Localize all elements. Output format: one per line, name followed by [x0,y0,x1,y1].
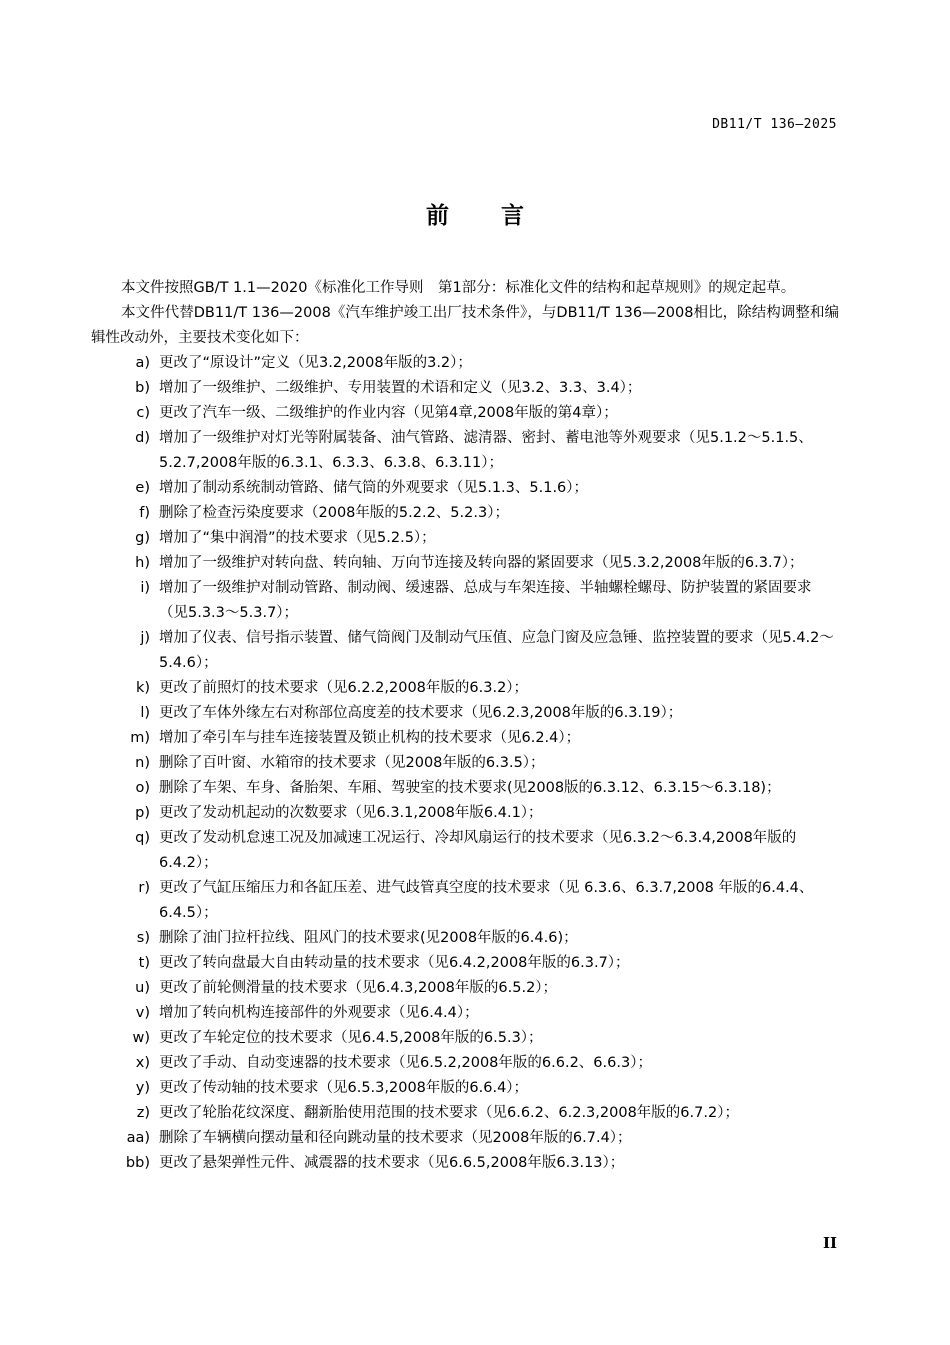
list-item [91,526,839,551]
list-item [91,1001,839,1026]
list-item [91,1101,839,1126]
list-item-text: 更改了车体外缘左右对称部位高度差的技术要求（见6.2.3,2008年版的6.3.19）； [159,705,683,721]
change-list [91,351,839,1176]
list-item-label: v) [135,1005,150,1021]
list-item-label: b) [135,380,150,396]
list-item-label: l) [140,705,150,721]
list-item [91,1076,839,1101]
list-item-text: 删除了车架、车身、备胎架、车厢、驾驶室的技术要求(见2008版的6.3.12、6.3.15～6.3.18)； [159,780,781,796]
list-item [91,926,839,951]
list-item-label: y) [135,1080,150,1096]
list-item-label: q) [135,830,150,846]
list-item-label: a) [135,355,150,371]
list-item-label: n) [135,755,150,771]
list-item [91,676,839,701]
list-item-label: z) [136,1105,150,1121]
list-item [91,701,839,726]
list-item-text: 更改了“原设计”定义（见3.2,2008年版的3.2）； [159,355,472,371]
list-item-text: 增加了一级维护对制动管路、制动阀、缓速器、总成与车架连接、半轴螺栓螺母、防护装置的紧固要求（见5.3.3～5.3.7）； [159,580,812,621]
list-item [91,826,839,876]
list-item [91,426,839,476]
list-item-text: 更改了前照灯的技术要求（见6.2.2,2008年版的6.3.2）； [159,680,529,696]
list-item-label: k) [135,680,150,696]
list-item-text: 更改了车轮定位的技术要求（见6.4.5,2008年版的6.5.3）； [159,1030,543,1046]
list-item-label: x) [135,1055,150,1071]
list-item-text: 增加了制动系统制动管路、储气筒的外观要求（见5.1.3、5.1.6）； [159,480,589,496]
list-item-text: 更改了气缸压缩压力和各缸压差、进气歧管真空度的技术要求（见 6.3.6、6.3.7,2008 年版的6.4.4、6.4.5）； [159,880,814,921]
list-item [91,976,839,1001]
list-item-label: t) [138,955,150,971]
list-item-text: 增加了转向机构连接部件的外观要求（见6.4.4）； [159,1005,479,1021]
list-item-label: c) [136,405,150,421]
list-item [91,626,839,676]
list-item-label: w) [132,1030,150,1046]
list-item-label: d) [135,430,150,446]
list-item-text: 增加了仪表、信号指示装置、储气筒阀门及制动气压值、应急门窗及应急锤、监控装置的要求（见5.4.2～5.4.6）； [159,630,834,671]
list-item [91,1151,839,1176]
page-title: 前言 [426,203,576,229]
intro-paragraph: 本文件按照GB/T 1.1—2020《标准化工作导则 第1部分：标准化文件的结构和起草规则》的规定起草。 [121,280,796,296]
list-item-text: 增加了一级维护对转向盘、转向轴、万向节连接及转向器的紧固要求（见5.3.2,2008年版的6.3.7）； [159,555,804,571]
list-item-label: h) [135,555,150,571]
list-item-text: 更改了汽车一级、二级维护的作业内容（见第4章,2008年版的第4章）； [159,405,618,421]
list-item-label: u) [135,980,150,996]
list-item-text: 删除了检查污染度要求（2008年版的5.2.2、5.2.3）； [159,505,509,521]
list-item [91,1126,839,1151]
list-item-label: bb) [125,1155,150,1171]
list-item [91,726,839,751]
list-item-label: o) [135,780,150,796]
list-item-label: f) [139,505,150,521]
list-item-text: 增加了一级维护对灯光等附属装备、油气管路、滤清器、密封、蓄电池等外观要求（见5.1.2～5.1.5、5.2.7,2008年版的6.3.1、6.3.3、6.3.8、6.3.11）； [159,430,813,471]
list-item [91,401,839,426]
list-item-text: 更改了悬架弹性元件、减震器的技术要求（见6.6.5,2008年版6.3.13）； [159,1155,625,1171]
list-item-text: 增加了一级维护、二级维护、专用装置的术语和定义（见3.2、3.3、3.4）； [159,380,642,396]
list-item-text: 删除了车辆横向摆动量和径向跳动量的技术要求（见2008年版的6.7.4）； [159,1130,632,1146]
list-item-text: 更改了前轮侧滑量的技术要求（见6.4.3,2008年版的6.5.2）； [159,980,558,996]
list-item-label: s) [136,930,150,946]
list-item-label: aa) [126,1130,150,1146]
list-item-text: 增加了“集中润滑”的技术要求（见5.2.5）； [159,530,436,546]
list-item-text: 更改了发动机怠速工况及加减速工况运行、冷却风扇运行的技术要求（见6.3.2～6.3.4,2008年版的6.4.2）； [159,830,797,871]
list-item-label: j) [140,630,150,646]
list-item-text: 删除了油门拉杆拉线、阻风门的技术要求(见2008年版的6.4.6)； [159,930,578,946]
list-item-label: g) [135,530,150,546]
list-item-text: 更改了转向盘最大自由转动量的技术要求（见6.4.2,2008年版的6.3.7）； [159,955,630,971]
list-item [91,376,839,401]
document-code: DB11/T 136—2025 [712,117,837,132]
list-item-text: 更改了轮胎花纹深度、翻新胎使用范围的技术要求（见6.6.2、6.2.3,2008年版的6.7.2）； [159,1105,739,1121]
list-item-text: 更改了传动轴的技术要求（见6.5.3,2008年版的6.6.4）； [159,1080,529,1096]
list-item [91,501,839,526]
list-item [91,351,839,376]
list-item [91,801,839,826]
page-number: II [822,1234,837,1252]
list-item [91,951,839,976]
list-item [91,751,839,776]
list-item-label: e) [135,480,150,496]
list-item [91,476,839,501]
list-item [91,1051,839,1076]
list-item-text: 增加了牵引车与挂车连接装置及锁止机构的技术要求（见6.2.4）； [159,730,581,746]
list-item [91,1026,839,1051]
list-item [91,551,839,576]
list-item [91,576,839,626]
list-item-text: 更改了发动机起动的次数要求（见6.3.1,2008年版6.4.1）； [159,805,543,821]
list-item [91,776,839,801]
list-item-text: 删除了百叶窗、水箱帘的技术要求（见2008年版的6.3.5）； [159,755,545,771]
list-item-label: i) [140,580,150,596]
foreword-body [91,276,839,1176]
list-item-label: m) [130,730,150,746]
intro-paragraph: 本文件代替DB11/T 136—2008《汽车维护竣工出厂技术条件》，与DB11/T 136—2008相比，除结构调整和编辑性改动外，主要技术变化如下： [91,305,839,346]
list-item [91,876,839,926]
list-item-label: r) [138,880,150,896]
list-item-text: 更改了手动、自动变速器的技术要求（见6.5.2,2008年版的6.6.2、6.6.3）； [159,1055,652,1071]
list-item-label: p) [135,805,150,821]
